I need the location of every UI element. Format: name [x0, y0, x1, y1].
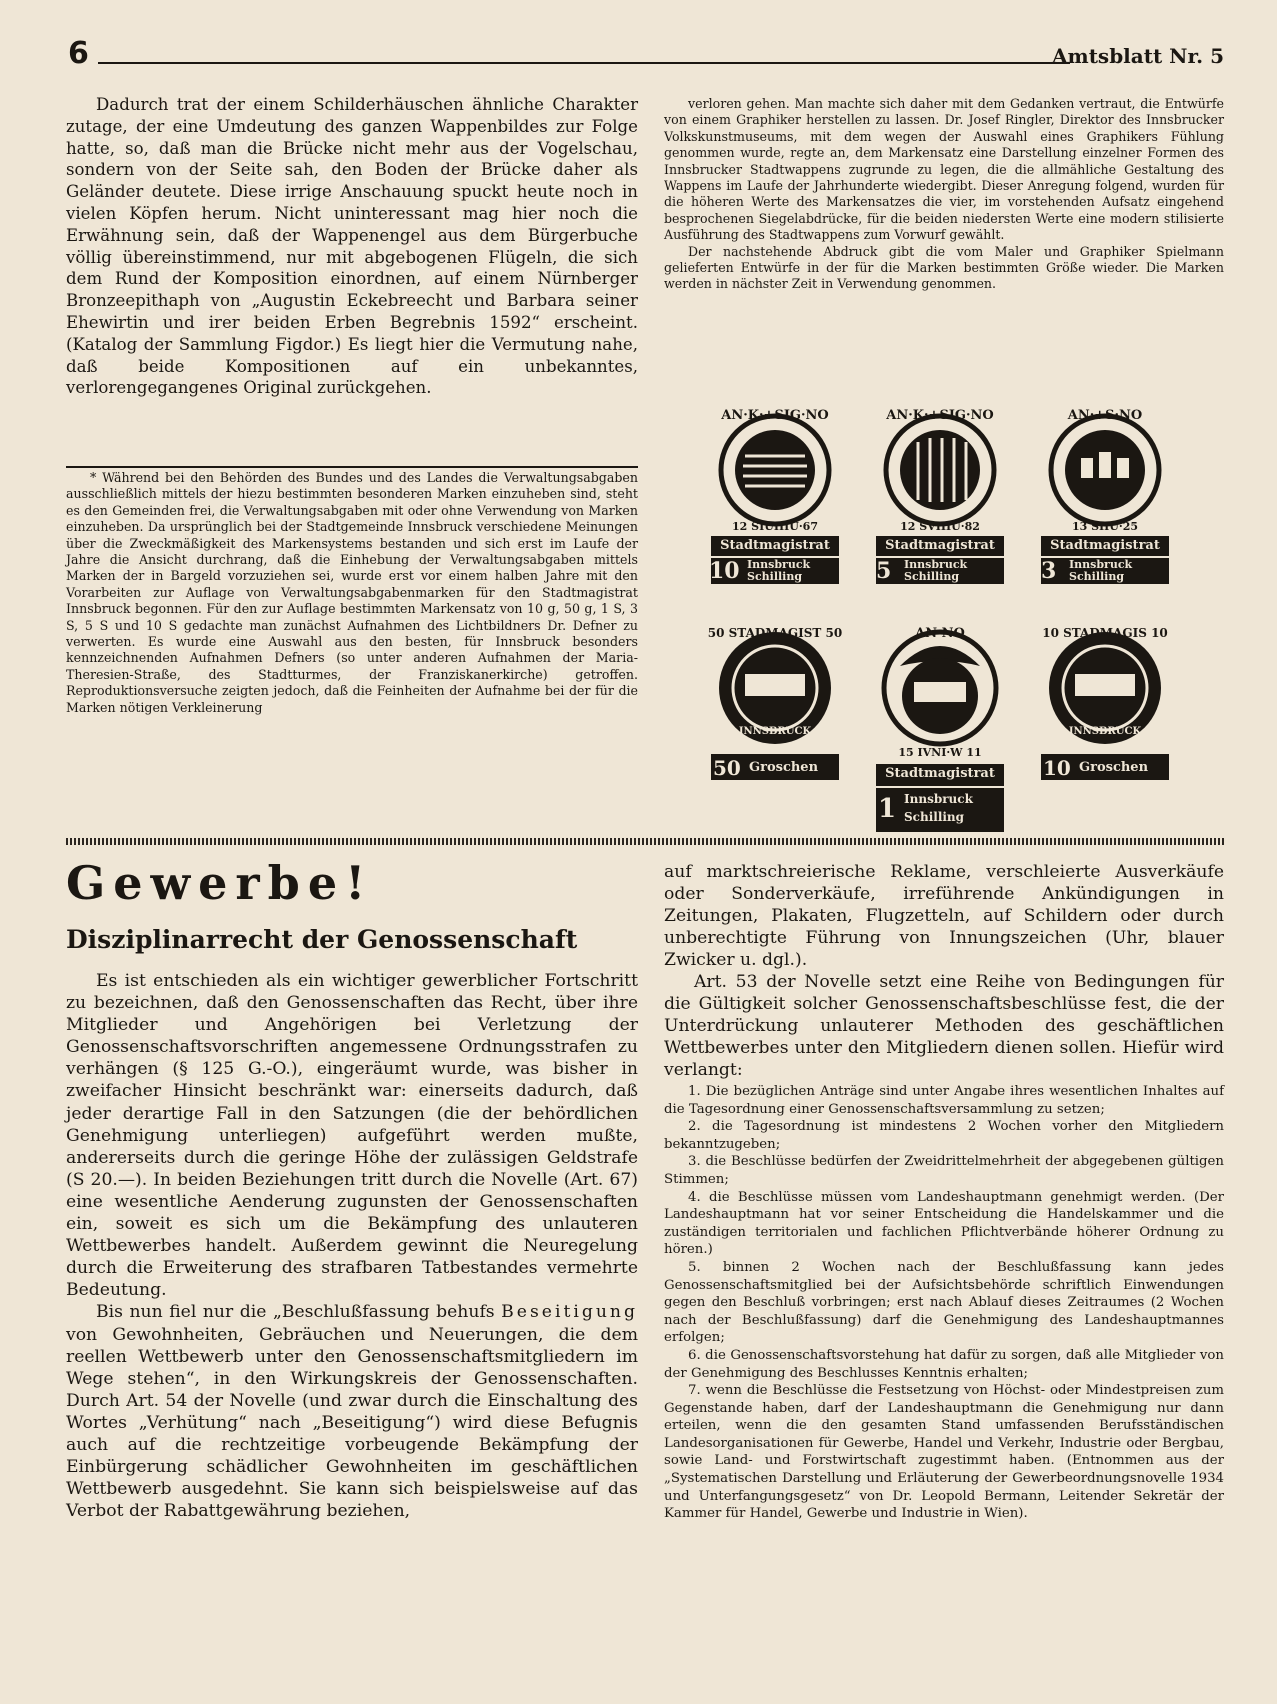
lower-left-column [66, 970, 638, 1522]
stamp-office: Stadtmagistrat [885, 766, 995, 781]
stamp-unit: Groschen [1079, 760, 1149, 775]
stamp-value: 1 [878, 794, 897, 824]
stamp-city: INNSBRUCK [738, 726, 812, 737]
lower-right-intro [664, 861, 1224, 1081]
lower-left-paragraph-2 [66, 1301, 638, 1522]
stamp-1-schilling [870, 626, 1010, 836]
section-separator [66, 838, 1224, 845]
stamp-office: Stadtmagistrat [720, 538, 830, 553]
footnote-text: * Während bei den Behörden des Bundes und des Landes die Verwaltungsabgaben ausschließlich mittels der hiezu bestimmten besonderen Marken einzuheben sind, steht es den Gemeinden frei, die Verwaltungsabgaben mit oder ohne Verwendung von Marken einzuheben. Da ursprünglich bei der Stadtgemeinde Innsbruck verschiedene Meinungen über die Zweckmäßigkeit des Markensystems bestanden und sich erst im Laufe der Jahre die Ansicht durchrang, daß die Einhebung der Verwaltungsabgaben mittels Marken der in Bargeld vorzuziehen sei, wurde erst vor einem halben Jahre mit den Vorarbeiten zur Auflage von Verwaltungsabgabenmarken für den Stadtmagistrat Innsbruck begonnen. Für den zur Auflage bestimmten Markensatz von 10 g, 50 g, 1 S, 3 S, 5 S und 10 S gedachte man zunächst Aufnahmen des Lichtbildners Dr. Defner zu verwerten. Es wurde eine Auswahl aus den besten, für Innsbruck besonders kennzeichnenden Aufnahmen Defners (so unter anderen Aufnahmen der Maria-Theresien-Straße, des Stadtturmes, der Franziskanerkirche) getroffen. Reproduktionsversuche zeigten jedoch, daß die Feinheiten der Aufnahme bei der für die Marken nötigen Verkleinerung [66, 470, 638, 715]
stamp-5-schilling [870, 408, 1010, 588]
header-rule [98, 62, 1070, 64]
publication-title: Amtsblatt Nr. 5 [1052, 44, 1224, 68]
stamp-top-text: AN·+S·NO [1067, 408, 1143, 423]
right-top-paragraph-2: Der nachstehende Abdruck gibt die vom Maler und Graphiker Spielmann gelieferten Entwürfe in der für die Marken bestimmten Größe wieder. Die Marken werden in nächster Zeit in Verwendung genommen. [664, 243, 1224, 292]
lower-right-paragraph-1: auf marktschreierische Reklame, verschleierte Ausverkäufe oder Sonderverkäufe, irreführende Ankündigungen in Zeitungen, Plakaten, Flugzetteln, auf Schildern oder durch unberechtigte Führung von Innungszeichen (Uhr, blauer Zwicker u. dgl.). [664, 862, 1224, 970]
lower-right-column [664, 861, 1224, 1523]
list-item: 1. Die bezüglichen Anträge sind unter Angabe ihres wesentlichen Inhaltes auf die Tagesordnung einer Genossenschaftsversammlung zu setzen; [664, 1084, 1224, 1117]
list-item: 2. die Tagesordnung ist mindestens 2 Wochen vorher den Mitgliedern bekanntzugeben; [664, 1119, 1224, 1152]
stamp-unit: Schilling [904, 810, 965, 824]
left-top-column [66, 94, 638, 399]
stamp-top-text: 50 STADMAGIST 50 [707, 626, 843, 640]
stamp-city: Innsbruck [904, 792, 973, 806]
list-item: 4. die Beschlüsse müssen vom Landeshauptmann genehmigt werden. (Der Landeshauptmann hat vor seiner Entscheidung die Handelskammer und die zuständigen territorialen und fachlichen Pflichtverbände höherer Ordnung zu hören.) [664, 1189, 1224, 1258]
stamp-date: 12 SIUIIIU·67 [732, 520, 818, 533]
stamp-value: 3 [1041, 558, 1057, 584]
stamp-top-text: AN NO [915, 626, 965, 641]
stamp-value: 5 [876, 558, 892, 584]
conditions-list [664, 1083, 1224, 1523]
stamp-office: Stadtmagistrat [1050, 538, 1160, 553]
stamp-unit: Groschen [749, 760, 819, 775]
stamp-date: 13 SIIU·25 [1071, 520, 1139, 533]
stamp-top-text: 10 STADMAGIS 10 [1042, 626, 1168, 640]
right-top-column [664, 96, 1224, 293]
stamp-city: INNSBRUCK [1068, 726, 1142, 737]
text-run: Bis nun fiel nur die „Beschlußfassung behufs [96, 1302, 502, 1323]
stamp-office: Stadtmagistrat [885, 538, 995, 553]
stamp-3-schilling [1035, 408, 1175, 588]
stamp-unit: Schilling [1069, 570, 1125, 583]
stamp-value: 50 [713, 756, 741, 780]
stamp-city: Innsbruck [747, 558, 811, 571]
list-item: 6. die Genossenschaftsvorstehung hat dafür zu sorgen, daß alle Mitglieder von der Genehmigung des Beschlusses Kenntnis erhalten; [664, 1347, 1224, 1381]
stamp-city: Innsbruck [1069, 558, 1133, 571]
section-subtitle: Disziplinarrecht der Genossenschaft [66, 925, 578, 954]
stamp-value: 10 [1043, 756, 1071, 780]
right-top-paragraph-1: verloren gehen. Man machte sich daher mit dem Gedanken vertraut, die Entwürfe von einem Graphiker herstellen zu lassen. Dr. Josef Ringler, Direktor des Innsbrucker Volkskunstmuseums, mit dem wegen der Auswahl eines Graphikers Fühlung genommen wurde, regte an, dem Markensatz eine Darstellung einzelner Formen des Innsbrucker Stadtwappens zugrunde zu legen, die die allmähliche Gestaltung des Wappens im Laufe der Jahrhunderte wiedergibt. Dieser Anregung folgend, wurden für die höheren Werte des Markensatzes die vier, im vorstehenden Aufsatz eingehend besprochenen Siegelabdrücke, für die beiden niedersten Werte eine modern stilisierte Ausführung des Stadtwappens zum Vorwurf gewählt. [664, 96, 1224, 243]
text-run: von Gewohnheiten, Gebräuchen und Neuerungen, die dem reellen Wettbewerb unter den Genossenschaftsmitgliedern im Wege stehen“, in den Wirkungskreis der Genossenschaften. Durch Art. 54 der Novelle (und zwar durch die Einschaltung des Wortes „Verhütung“ nach „Beseitigung“) wird diese Befugnis auch auf die rechtzeitige vorbeugende Bekämpfung der Einbürgerung schädlicher Gewohnheiten im geschäftlichen Wettbewerb ausgedehnt. Sie kann sich beispielsweise auf das Verbot der Rabattgewährung beziehen, [66, 1324, 638, 1522]
stamp-unit: Schilling [747, 570, 803, 583]
stamp-date: 15 IVNI·W 11 [898, 746, 982, 759]
stamp-top-text: AN·K·+SIG·NO [886, 408, 994, 423]
stamp-value: 10 [709, 558, 740, 584]
left-top-paragraph: Dadurch trat der einem Schilderhäuschen ähnliche Charakter zutage, der eine Umdeutung des ganzen Wappenbildes zur Folge hatte, so, daß man die Brücke nicht mehr aus der Vogelschau, sondern von der Seite sah, den Boden der Brücke daher als Geländer deutete. Diese irrige Anschauung spuckt heute noch in vielen Köpfen herum. Nicht uninteressant mag hier noch die Erwähnung sein, daß der Wappenengel aus dem Bürgerbuche völlig übereinstimmend, nur mit abgebogenen Flügeln, die sich dem Rund der Komposition einordnen, auf einem Nürnberger Bronzeepithaph von „Augustin Eckebreecht und Barbara seiner Ehewirtin und irer beiden Erben Begrebnis 1592“ erscheint. (Katalog der Sammlung Figdor.) Es liegt hier die Vermutung nahe, daß beide Kompositionen auf ein unbekanntes, verlorengegangenes Original zurückgehen. [66, 95, 638, 398]
stamp-50-groschen [705, 626, 845, 786]
stamp-10-groschen [1035, 626, 1175, 786]
list-item: 7. wenn die Beschlüsse die Festsetzung von Höchst- oder Mindestpreisen zum Gegenstande haben, darf der Landeshauptmann die Genehmigung nur dann erteilen, wenn die den gesamten Stand umfassenden Berufsständischen Landesorganisationen für Gewerbe, Handel und Verkehr, Industrie oder Bergbau, sowie Land- und Forstwirtschaft zugestimmt haben. (Entnommen aus der „Systematischen Darstellung und Erläuterung der Gewerbeordnungsnovelle 1934 und Unterfangungsgesetz“ von Dr. Leopold Bermann, Leitender Sekretär der Kammer für Handel, Gewerbe und Industrie in Wien). [664, 1383, 1224, 1522]
stamp-city: Innsbruck [904, 558, 968, 571]
footnote-rule [66, 466, 638, 468]
stamp-designs [705, 408, 1185, 836]
stamp-date: 12 SVIIIU·82 [900, 520, 980, 533]
stamp-10-schilling [705, 408, 845, 588]
lower-left-paragraph-1: Es ist entschieden als ein wichtiger gewerblicher Fortschritt zu bezeichnen, daß den Genossenschaften das Recht, über ihre Mitglieder und Angehörigen bei Verletzung der Genossenschaftsvorschriften angemessene Ordnungsstrafen zu verhängen (§ 125 G.-O.), eingeräumt wurde, was bisher in zweifacher Hinsicht beschränkt war: einerseits dadurch, daß jeder derartige Fall in den Satzungen (die der behördlichen Genehmigung unterliegen) aufgeführt werden mußte, andererseits durch die geringe Höhe der zulässigen Geldstrafe (S 20.—). In beiden Beziehungen tritt durch die Novelle (Art. 67) eine wesentliche Aenderung zugunsten der Genossenschaften ein, soweit es sich um die Bekämpfung des unlauteren Wettbewerbes handelt. Außerdem gewinnt die Neuregelung durch die Erweiterung des strafbaren Tatbestandes vermehrte Bedeutung. [66, 971, 638, 1301]
stamp-unit: Schilling [904, 570, 960, 583]
footnote [66, 470, 638, 716]
spaced-emphasis: Beseitigung [501, 1302, 638, 1323]
list-item: 5. binnen 2 Wochen nach der Beschlußfassung kann jedes Genossenschaftsmitglied bei der Aufsichtsbehörde schriftlich Einwendungen gegen den Beschluß vorbringen; erst nach Ablauf dieses Zeitraumes (2 Wochen nach der Beschlußfassung) darf die Genehmigung des Landeshauptmannes erfolgen; [664, 1259, 1224, 1346]
stamp-top-text: AN·K·+SIG·NO [721, 408, 829, 423]
section-title: Gewerbe! [66, 856, 374, 910]
list-item: 3. die Beschlüsse bedürfen der Zweidrittelmehrheit der abgegebenen gültigen Stimmen; [664, 1154, 1224, 1187]
lower-right-paragraph-2: Art. 53 der Novelle setzt eine Reihe von Bedingungen für die Gültigkeit solcher Genossenschaftsbeschlüsse fest, die der Unterdrückung unlauterer Methoden des geschäftlichen Wettbewerbes unter den Mitgliedern dienen sollen. Hiefür wird verlangt: [664, 972, 1224, 1080]
page-number: 6 [68, 36, 89, 71]
